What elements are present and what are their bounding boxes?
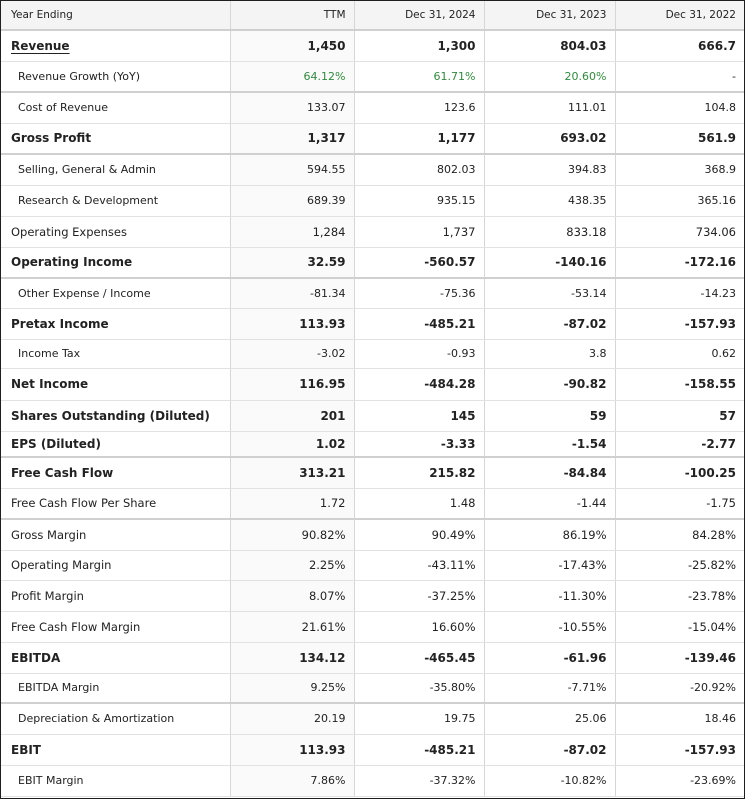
header-ttm: TTM [230,1,354,30]
cell-2023: 833.18 [484,216,615,247]
cell-2023: -61.96 [484,642,615,673]
table-row [1,734,744,765]
cell-2023: -87.02 [484,308,615,339]
cell-2022: -157.93 [615,734,744,765]
cell-2022: 57 [615,400,744,431]
cell-2022: -23.69% [615,765,744,796]
table-row [1,580,744,611]
row-label: Revenue Growth (YoY) [1,61,230,92]
cell-2024: 1,737 [354,216,484,247]
cell-2024: -35.80% [354,673,484,703]
header-row [1,1,744,30]
cell-2022: - [615,61,744,92]
cell-2024: 90.49% [354,519,484,550]
cell-2022: 18.46 [615,703,744,734]
row-label: Income Tax [1,339,230,368]
cell-2023: 3.8 [484,339,615,368]
cell-2023: -90.82 [484,368,615,400]
cell-2024: 1.48 [354,488,484,519]
cell-2022: -2.77 [615,431,744,457]
cell-ttm: 689.39 [230,185,354,216]
cell-ttm: 594.55 [230,154,354,185]
cell-ttm: 313.21 [230,457,354,488]
table-row [1,400,744,431]
cell-2024: 935.15 [354,185,484,216]
cell-2022: 104.8 [615,92,744,123]
cell-2024: 215.82 [354,457,484,488]
cell-2023: 804.03 [484,30,615,61]
cell-2022: -158.55 [615,368,744,400]
row-label: Depreciation & Amortization [1,703,230,734]
cell-2023: 20.60% [484,61,615,92]
row-label: EPS (Diluted) [1,431,230,457]
cell-2024: 145 [354,400,484,431]
cell-ttm: 90.82% [230,519,354,550]
cell-ttm: 21.61% [230,611,354,642]
cell-2024: -37.25% [354,580,484,611]
cell-2024: -75.36 [354,278,484,308]
table-row [1,185,744,216]
row-label: Pretax Income [1,308,230,339]
row-label: EBIT [1,734,230,765]
header-year-ending: Year Ending [1,1,230,30]
row-label: Cost of Revenue [1,92,230,123]
cell-2023: -17.43% [484,550,615,580]
cell-2023: 86.19% [484,519,615,550]
table-row [1,308,744,339]
table-row [1,765,744,796]
cell-2023: -11.30% [484,580,615,611]
cell-ttm: 1,284 [230,216,354,247]
row-label[interactable]: Revenue [11,38,70,53]
cell-2024: -0.93 [354,339,484,368]
cell-2024: -37.32% [354,765,484,796]
cell-2023: -1.44 [484,488,615,519]
row-label: Free Cash Flow [1,457,230,488]
revenue-link[interactable] [1,30,230,61]
cell-2024: 1,300 [354,30,484,61]
cell-2024: -560.57 [354,247,484,278]
cell-2023: 59 [484,400,615,431]
header-dec-2022: Dec 31, 2022 [615,1,744,30]
table-row [1,431,744,457]
table-row [1,457,744,488]
table-row [1,154,744,185]
income-statement-table [1,1,744,797]
cell-ttm: 1.02 [230,431,354,457]
cell-2023: -84.84 [484,457,615,488]
cell-2023: 693.02 [484,123,615,154]
table-row [1,123,744,154]
cell-2023: -7.71% [484,673,615,703]
cell-ttm: 9.25% [230,673,354,703]
table-row [1,642,744,673]
cell-2022: -157.93 [615,308,744,339]
row-label: Free Cash Flow Margin [1,611,230,642]
cell-2024: -43.11% [354,550,484,580]
table-row [1,368,744,400]
table-row [1,216,744,247]
cell-2022: -23.78% [615,580,744,611]
cell-ttm: 7.86% [230,765,354,796]
cell-ttm: 133.07 [230,92,354,123]
cell-2022: -25.82% [615,550,744,580]
table-row [1,339,744,368]
table-row [1,611,744,642]
table-row [1,488,744,519]
table-row-revenue [1,30,744,61]
row-label: EBITDA Margin [1,673,230,703]
cell-ttm: 116.95 [230,368,354,400]
cell-2024: 802.03 [354,154,484,185]
cell-2024: -3.33 [354,431,484,457]
cell-2023: -10.55% [484,611,615,642]
table-row [1,278,744,308]
cell-ttm: -3.02 [230,339,354,368]
header-dec-2024: Dec 31, 2024 [354,1,484,30]
row-label: Operating Income [1,247,230,278]
cell-2023: 111.01 [484,92,615,123]
cell-ttm: 20.19 [230,703,354,734]
cell-2022: -14.23 [615,278,744,308]
table-row [1,61,744,92]
cell-2022: -100.25 [615,457,744,488]
cell-2023: -53.14 [484,278,615,308]
cell-ttm: 113.93 [230,308,354,339]
cell-ttm: 1.72 [230,488,354,519]
cell-ttm: 1,317 [230,123,354,154]
cell-2023: 394.83 [484,154,615,185]
cell-2024: -485.21 [354,734,484,765]
row-label: Other Expense / Income [1,278,230,308]
table-row [1,92,744,123]
cell-ttm: 113.93 [230,734,354,765]
cell-2022: -139.46 [615,642,744,673]
cell-2022: -172.16 [615,247,744,278]
row-label: Gross Profit [1,123,230,154]
cell-2023: -140.16 [484,247,615,278]
cell-2023: -87.02 [484,734,615,765]
cell-2023: -1.54 [484,431,615,457]
cell-ttm: 1,450 [230,30,354,61]
table-row [1,519,744,550]
header-dec-2023: Dec 31, 2023 [484,1,615,30]
cell-2024: 16.60% [354,611,484,642]
cell-2022: -1.75 [615,488,744,519]
cell-ttm: -81.34 [230,278,354,308]
cell-2023: -10.82% [484,765,615,796]
row-label: Gross Margin [1,519,230,550]
cell-ttm: 32.59 [230,247,354,278]
cell-ttm: 8.07% [230,580,354,611]
cell-2024: 1,177 [354,123,484,154]
cell-2022: 561.9 [615,123,744,154]
row-label: Operating Expenses [1,216,230,247]
row-label: Research & Development [1,185,230,216]
cell-2024: 61.71% [354,61,484,92]
row-label: EBIT Margin [1,765,230,796]
cell-2024: -465.45 [354,642,484,673]
cell-ttm: 134.12 [230,642,354,673]
cell-2022: -15.04% [615,611,744,642]
cell-ttm: 2.25% [230,550,354,580]
row-label: Selling, General & Admin [1,154,230,185]
row-label: Net Income [1,368,230,400]
cell-2022: -20.92% [615,673,744,703]
cell-2024: 123.6 [354,92,484,123]
table-row [1,703,744,734]
cell-ttm: 201 [230,400,354,431]
cell-2022: 368.9 [615,154,744,185]
table-row [1,247,744,278]
row-label: Profit Margin [1,580,230,611]
cell-2023: 25.06 [484,703,615,734]
cell-2022: 666.7 [615,30,744,61]
cell-2022: 0.62 [615,339,744,368]
row-label: Shares Outstanding (Diluted) [1,400,230,431]
row-label: Free Cash Flow Per Share [1,488,230,519]
cell-2022: 734.06 [615,216,744,247]
table-row [1,673,744,703]
row-label: EBITDA [1,642,230,673]
cell-2022: 84.28% [615,519,744,550]
row-label: Operating Margin [1,550,230,580]
cell-2024: -484.28 [354,368,484,400]
cell-2024: -485.21 [354,308,484,339]
cell-2022: 365.16 [615,185,744,216]
cell-2024: 19.75 [354,703,484,734]
table-row [1,550,744,580]
cell-ttm: 64.12% [230,61,354,92]
cell-2023: 438.35 [484,185,615,216]
